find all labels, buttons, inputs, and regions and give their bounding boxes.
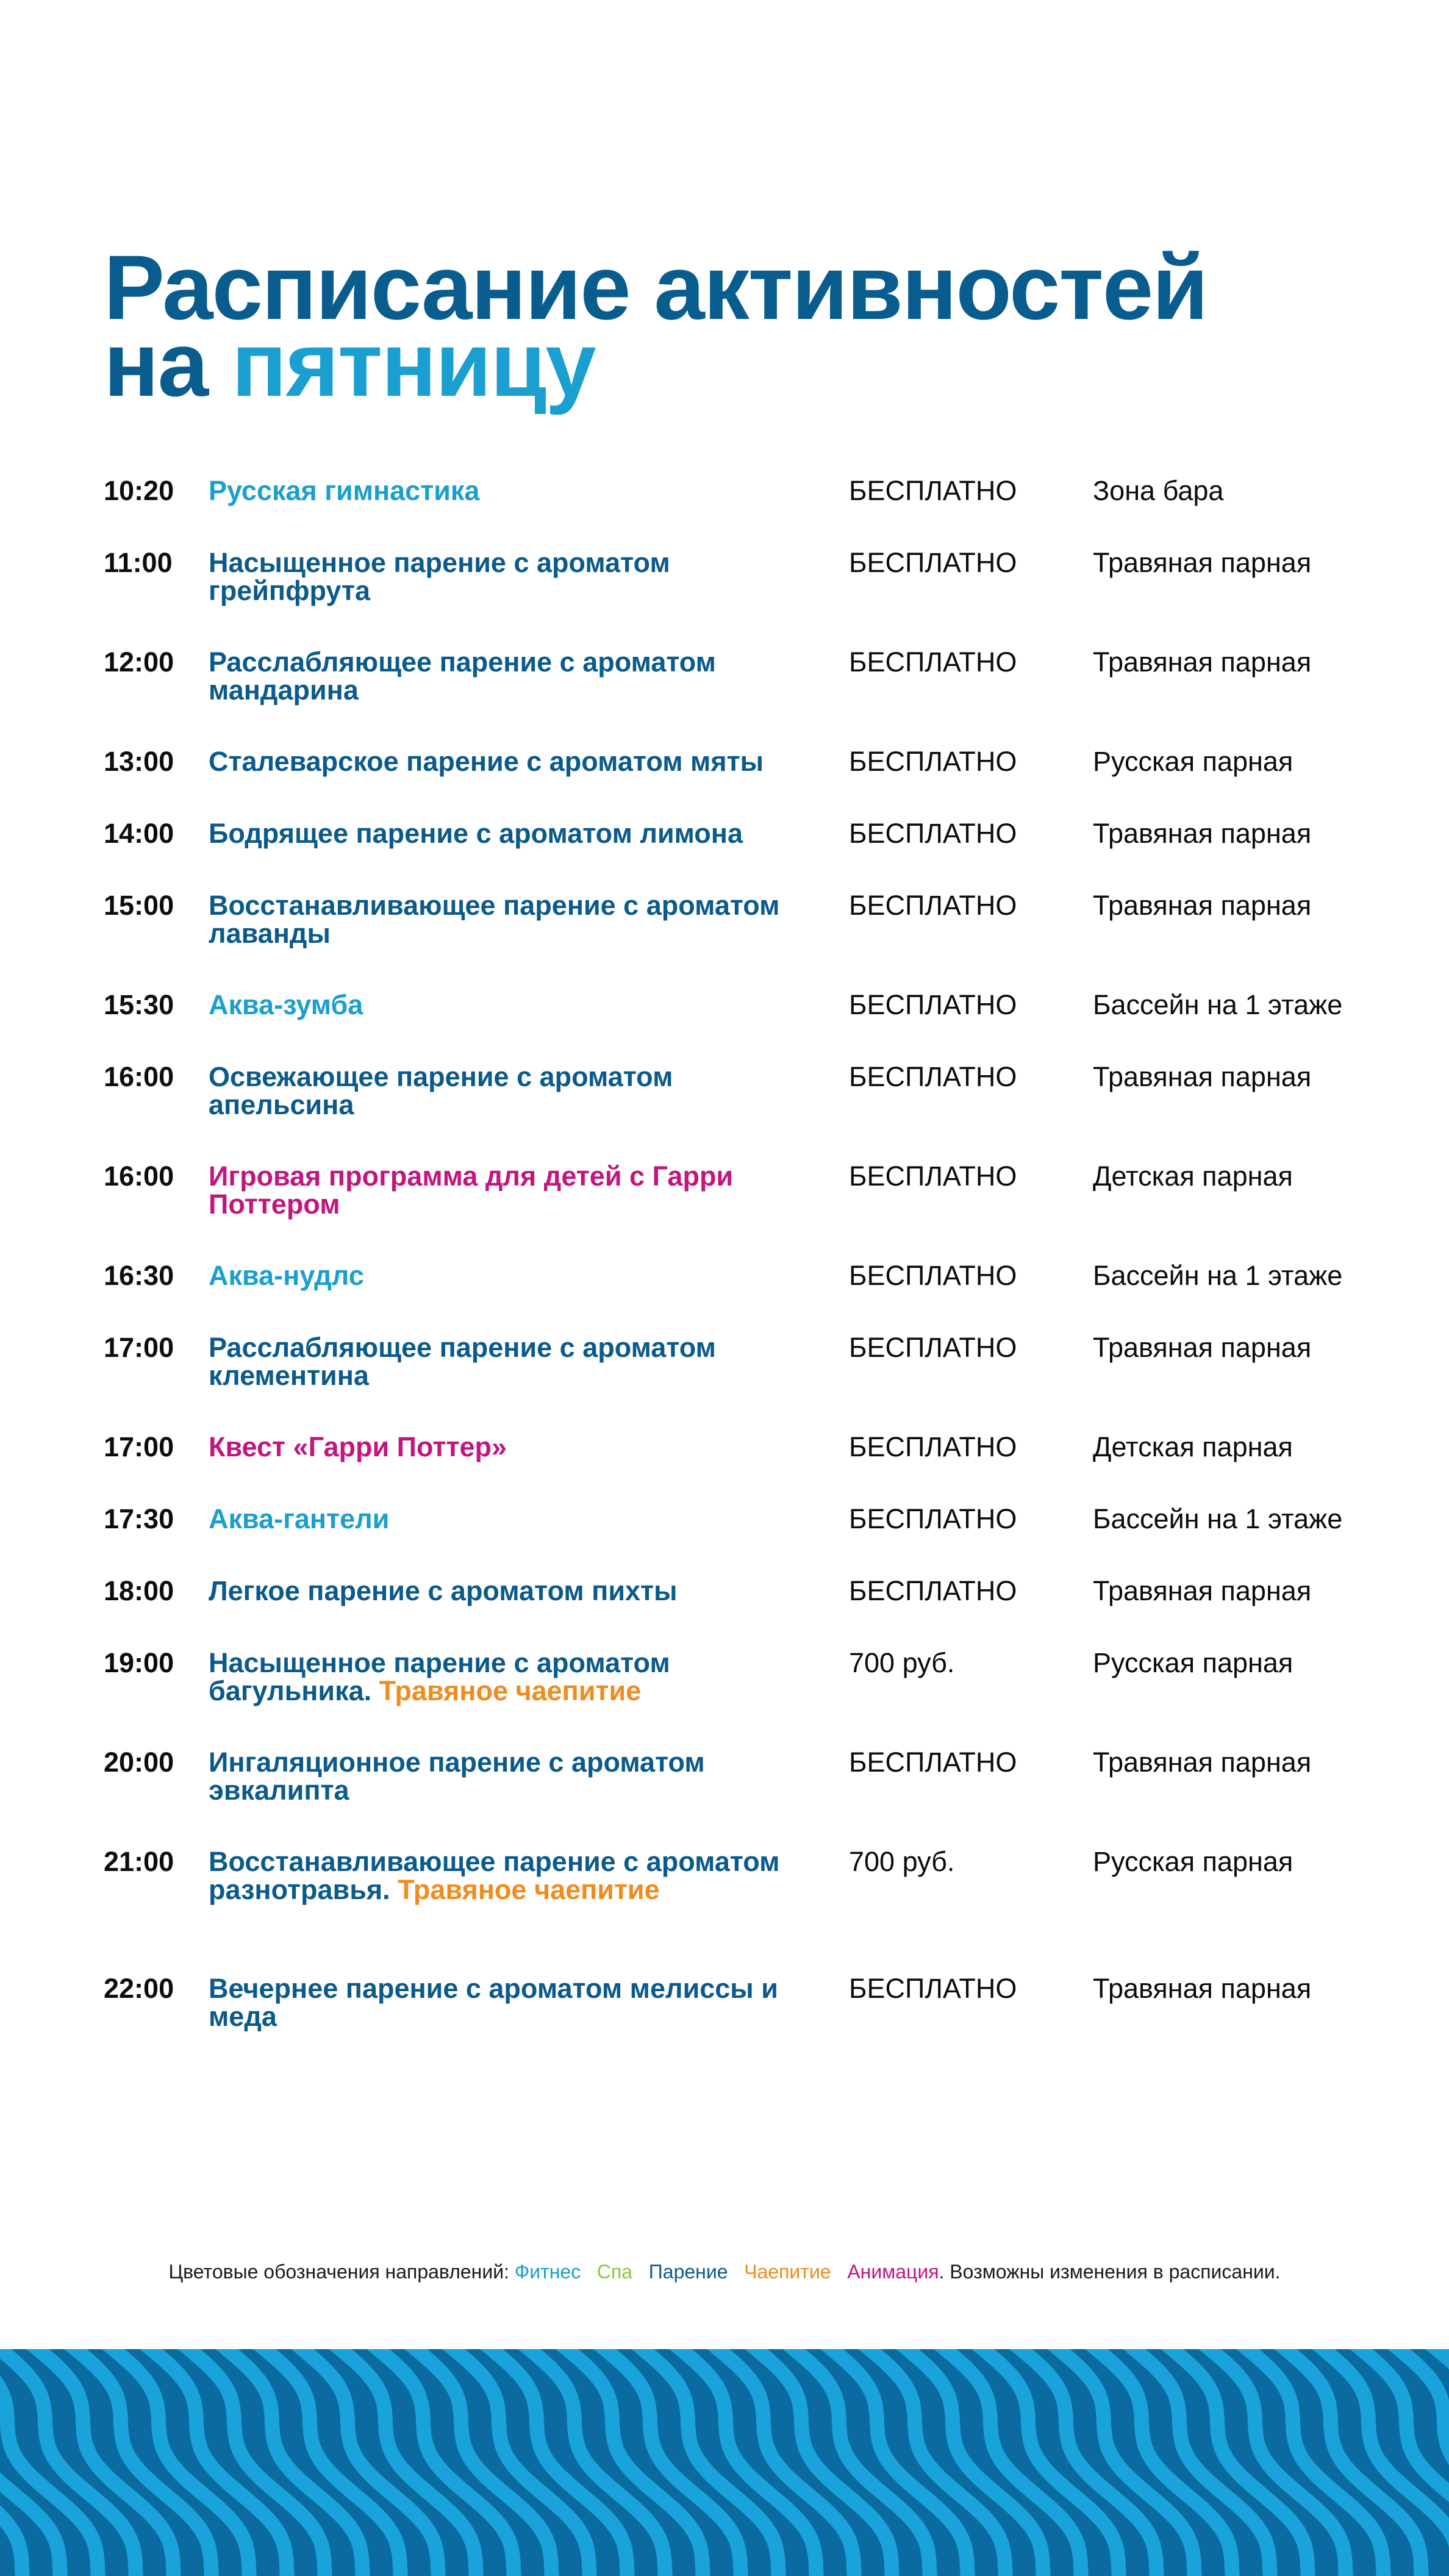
event-title [209,549,818,605]
event-title-part: Освежающее парение с ароматом апельсина [209,1061,673,1120]
event-title-part: Травяное чаепитие [379,1675,642,1706]
event-title [209,1063,818,1119]
color-legend [0,2259,1449,2284]
event-location: Травяная парная [1093,1973,1312,2004]
event-price: БЕСПЛАТНО [849,1973,1017,2004]
title-day: пятницу [231,313,595,415]
event-title [209,1848,818,1904]
event-location: Травяная парная [1093,818,1312,849]
event-title [209,1577,818,1605]
event-title-part: Восстанавливающее парение с ароматом разнотравья. [209,1846,780,1905]
event-price: БЕСПЛАТНО [849,547,1017,578]
event-title [209,1505,818,1533]
event-location: Травяная парная [1093,1747,1312,1778]
event-location: Зона бара [1093,475,1224,506]
event-price: БЕСПЛАТНО [849,989,1017,1020]
event-title [209,1433,818,1461]
legend-spacer [831,2261,848,2283]
event-location: Бассейн на 1 этаже [1093,989,1343,1020]
event-title [209,991,818,1019]
event-title [209,1334,818,1390]
event-time: 16:30 [104,1260,174,1291]
event-time: 22:00 [104,1973,174,2004]
event-title-part: Насыщенное парение с ароматом багульника. [209,1647,670,1706]
legend-fitness: Фитнес [514,2261,581,2283]
event-title [209,1162,818,1218]
event-time: 16:00 [104,1061,174,1092]
event-price: БЕСПЛАТНО [849,1575,1017,1606]
event-time: 10:20 [104,475,174,506]
legend-spacer [581,2261,597,2283]
event-price: БЕСПЛАТНО [849,1503,1017,1534]
event-time: 18:00 [104,1575,174,1606]
event-price: БЕСПЛАТНО [849,1747,1017,1778]
event-time: 21:00 [104,1846,174,1877]
event-price: БЕСПЛАТНО [849,1260,1017,1291]
event-location: Травяная парная [1093,1575,1312,1606]
event-time: 19:00 [104,1647,174,1678]
legend-animation: Анимация [847,2261,939,2283]
event-title-part: Вечернее парение с ароматом мелиссы и меда [209,1973,778,2032]
event-price: БЕСПЛАТНО [849,890,1017,921]
event-title [209,648,818,704]
event-price: 700 руб. [849,1647,955,1678]
event-title-part: Квест «Гарри Поттер» [209,1431,507,1462]
event-title [209,477,818,505]
event-price: БЕСПЛАТНО [849,475,1017,506]
event-location: Травяная парная [1093,547,1312,578]
event-time: 11:00 [104,547,173,578]
event-title [209,892,818,948]
event-title-part: Расслабляющее парение с ароматом клементина [209,1332,716,1391]
title-line-1: Расписание активностей [104,236,1208,338]
event-title [209,1262,818,1290]
event-title-part: Легкое парение с ароматом пихты [209,1575,678,1606]
event-price: БЕСПЛАТНО [849,1332,1017,1363]
legend-prefix: Цветовые обозначения направлений: [168,2261,515,2283]
event-location: Травяная парная [1093,1332,1312,1363]
event-title-part: Восстанавливающее парение с ароматом лаванды [209,890,780,949]
event-title-part: Бодрящее парение с ароматом лимона [209,818,743,849]
event-location: Русская парная [1093,1647,1293,1678]
wave-pattern-svg [0,2349,1449,2576]
event-title [209,1649,818,1705]
event-price: БЕСПЛАТНО [849,1161,1017,1192]
event-price: БЕСПЛАТНО [849,646,1017,678]
legend-steam: Парение [648,2261,728,2283]
event-title [209,1975,818,2031]
event-location: Травяная парная [1093,1061,1312,1092]
footer-wave-pattern [0,2349,1449,2576]
legend-spa: Спа [596,2261,633,2283]
event-time: 17:30 [104,1503,174,1534]
event-location: Русская парная [1093,746,1293,777]
event-time: 20:00 [104,1747,174,1778]
event-location: Бассейн на 1 этаже [1093,1260,1343,1291]
event-title-part: Травяное чаепитие [398,1874,660,1905]
legend-spacer [728,2261,745,2283]
legend-spacer [632,2261,649,2283]
event-title-part: Аква-гантели [209,1503,390,1534]
event-title-part: Расслабляющее парение с ароматом мандарина [209,646,716,706]
event-title [209,748,818,776]
event-title-part: Аква-нудлс [209,1260,364,1291]
title-prefix: на [104,313,232,415]
event-time: 14:00 [104,818,174,849]
event-price: БЕСПЛАТНО [849,746,1017,777]
event-price: БЕСПЛАТНО [849,1061,1017,1092]
event-price: БЕСПЛАТНО [849,818,1017,849]
event-location: Русская парная [1093,1846,1293,1877]
event-title-part: Игровая программа для детей с Гарри Поттером [209,1161,734,1220]
event-title-part: Сталеварское парение с ароматом мяты [209,746,764,777]
event-price: 700 руб. [849,1846,955,1877]
event-location: Травяная парная [1093,646,1312,678]
legend-suffix: . Возможны изменения в расписании. [939,2261,1281,2283]
event-title [209,1748,818,1805]
event-location: Бассейн на 1 этаже [1093,1503,1343,1534]
event-title [209,820,818,848]
event-title-part: Ингаляционное парение с ароматом эвкалипта [209,1747,705,1806]
event-title-part: Аква-зумба [209,989,363,1020]
event-location: Травяная парная [1093,890,1312,921]
event-title-part: Насыщенное парение с ароматом грейпфрута [209,547,670,606]
event-time: 15:30 [104,989,174,1020]
event-time: 12:00 [104,646,174,678]
event-time: 17:00 [104,1431,174,1462]
event-time: 15:00 [104,890,174,921]
event-time: 17:00 [104,1332,174,1363]
event-location: Детская парная [1093,1431,1293,1462]
legend-tea: Чаепитие [744,2261,831,2283]
event-title-part: Русская гимнастика [209,475,480,506]
event-location: Детская парная [1093,1161,1293,1192]
event-time: 13:00 [104,746,174,777]
event-price: БЕСПЛАТНО [849,1431,1017,1462]
event-time: 16:00 [104,1161,174,1192]
